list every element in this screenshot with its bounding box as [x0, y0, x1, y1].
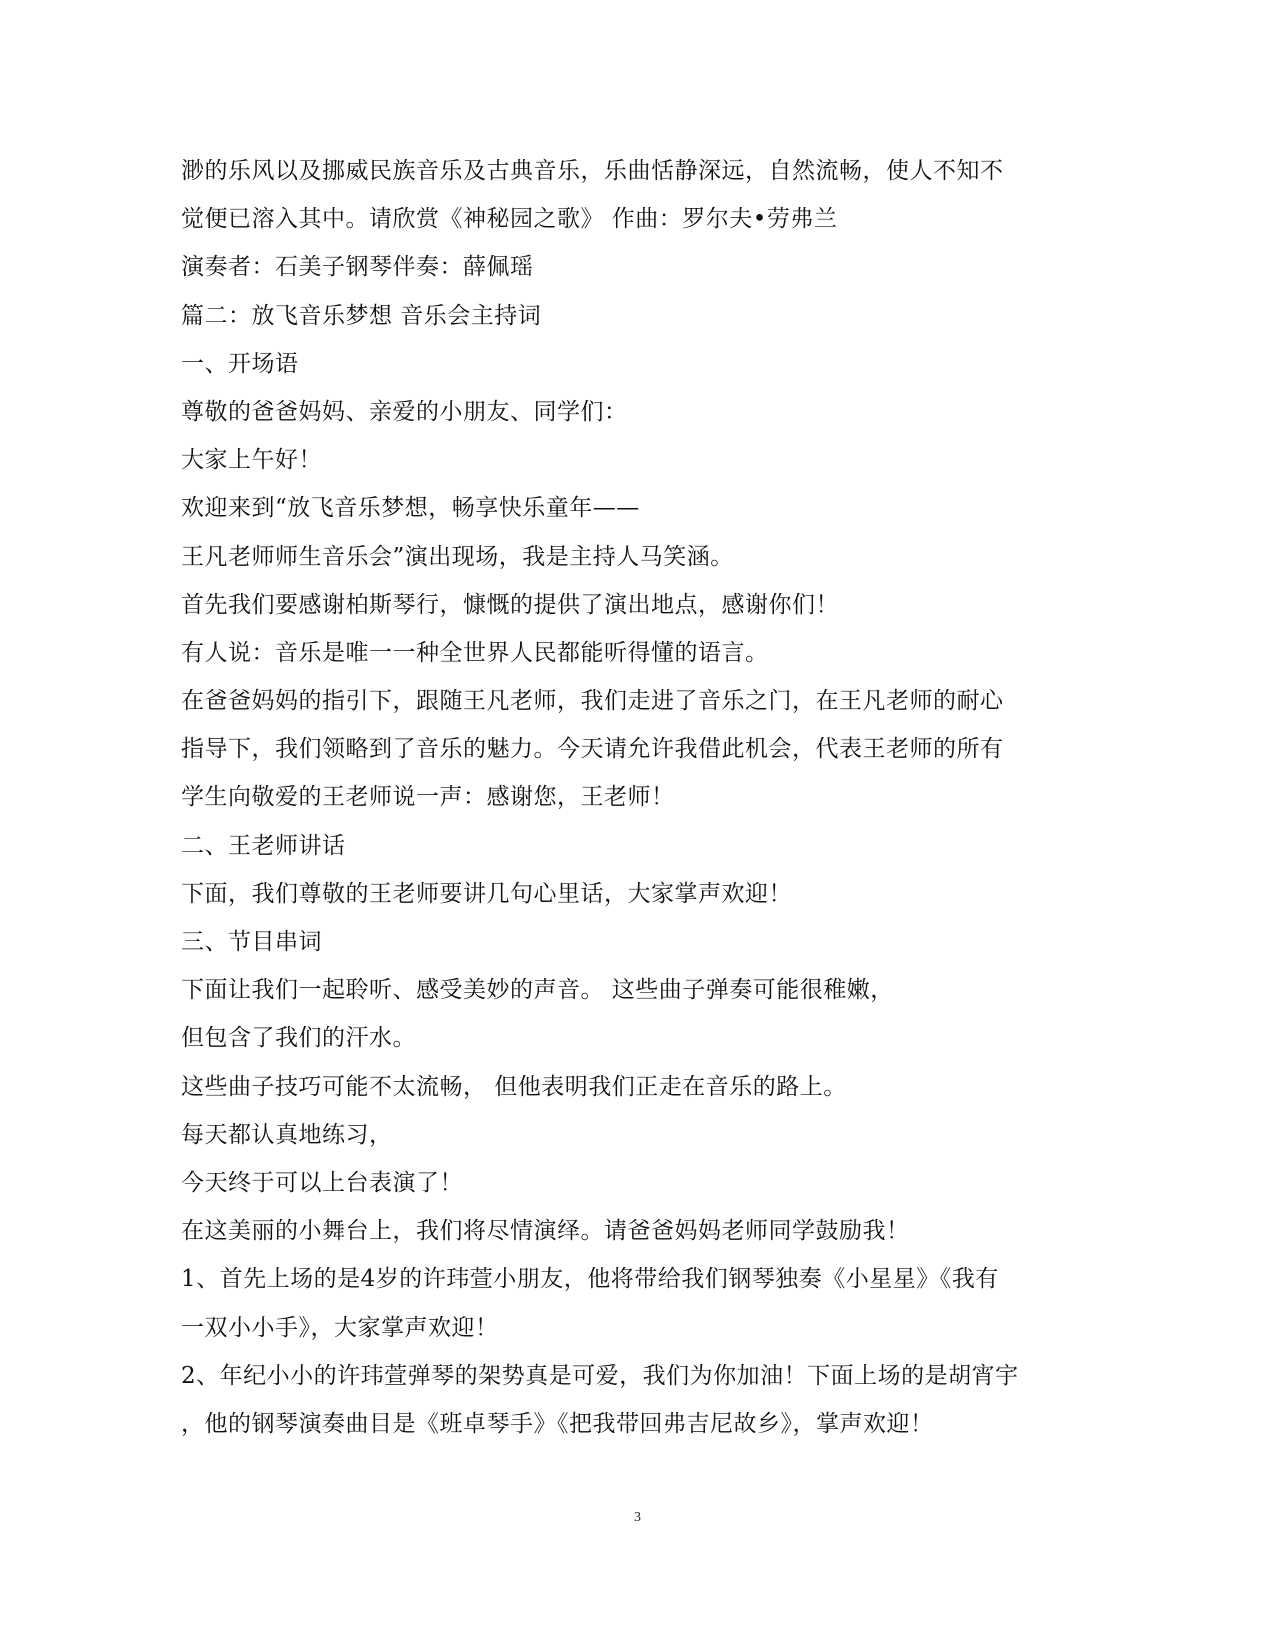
- text-line: 有人说：音乐是唯一一种全世界人民都能听得懂的语言。: [181, 639, 769, 666]
- text-line: 大家上午好！: [181, 447, 322, 474]
- text-line: 在爸爸妈妈的指引下，跟随王凡老师，我们走进了音乐之门，在王凡老师的耐心: [181, 688, 1004, 715]
- text-line: 但包含了我们的汗水。: [181, 1025, 416, 1052]
- text-line: 下面让我们一起聆听、感受美妙的声音。 这些曲子弹奏可能很稚嫩，: [181, 977, 894, 1004]
- section-heading: 二、王老师讲话: [181, 832, 346, 859]
- text-line: 一双小小手》，大家掌声欢迎！: [181, 1314, 499, 1341]
- text-line: 首先我们要感谢柏斯琴行，慷慨的提供了演出地点，感谢你们！: [181, 591, 839, 618]
- text-line: 1、首先上场的是4岁的许玮萱小朋友，他将带给我们钢琴独奏《小星星》《我有: [181, 1266, 999, 1293]
- text-line: 渺的乐风以及挪威民族音乐及古典音乐，乐曲恬静深远，自然流畅，使人不知不: [181, 158, 1004, 184]
- text-line: 下面，我们尊敬的王老师要讲几句心里话，大家掌声欢迎！: [181, 880, 792, 907]
- text-line: 这些曲子技巧可能不太流畅， 但他表明我们正走在音乐的路上。: [181, 1073, 847, 1100]
- body-text: [181, 153, 1041, 1454]
- text-line: 2、年纪小小的许玮萱弹琴的架势真是可爱，我们为你加油！下面上场的是胡宵宇: [181, 1362, 1019, 1389]
- text-line: 每天都认真地练习，: [181, 1121, 393, 1148]
- text-line: 尊敬的爸爸妈妈、亲爱的小朋友、同学们：: [181, 398, 628, 425]
- text-line: 在这美丽的小舞台上，我们将尽情演绎。请爸爸妈妈老师同学鼓励我！: [181, 1218, 910, 1245]
- section-heading: 篇二：放飞音乐梦想 音乐会主持词: [181, 302, 542, 329]
- text-line: 王凡老师师生音乐会”演出现场，我是主持人马笑涵。: [181, 543, 734, 570]
- text-line: 学生向敬爱的王老师说一声：感谢您，王老师！: [181, 784, 675, 811]
- text-line: 指导下，我们领略到了音乐的魅力。今天请允许我借此机会，代表王老师的所有: [181, 736, 1004, 763]
- section-heading: 三、节目串词: [181, 929, 322, 955]
- text-line: ，他的钢琴演奏曲目是《班卓琴手》《把我带回弗吉尼故乡》，掌声欢迎！: [181, 1410, 934, 1437]
- text-line: 欢迎来到“放飞音乐梦想，畅享快乐童年——: [181, 495, 640, 522]
- text-line: 演奏者：石美子钢琴伴奏：薛佩瑶: [181, 254, 534, 281]
- section-heading: 一、开场语: [181, 350, 299, 377]
- text-line: 觉便已溶入其中。请欣赏《神秘园之歌》 作曲：罗尔夫•劳弗兰: [181, 206, 838, 233]
- text-line: 今天终于可以上台表演了！: [181, 1169, 463, 1196]
- page-number: 3: [634, 1510, 641, 1525]
